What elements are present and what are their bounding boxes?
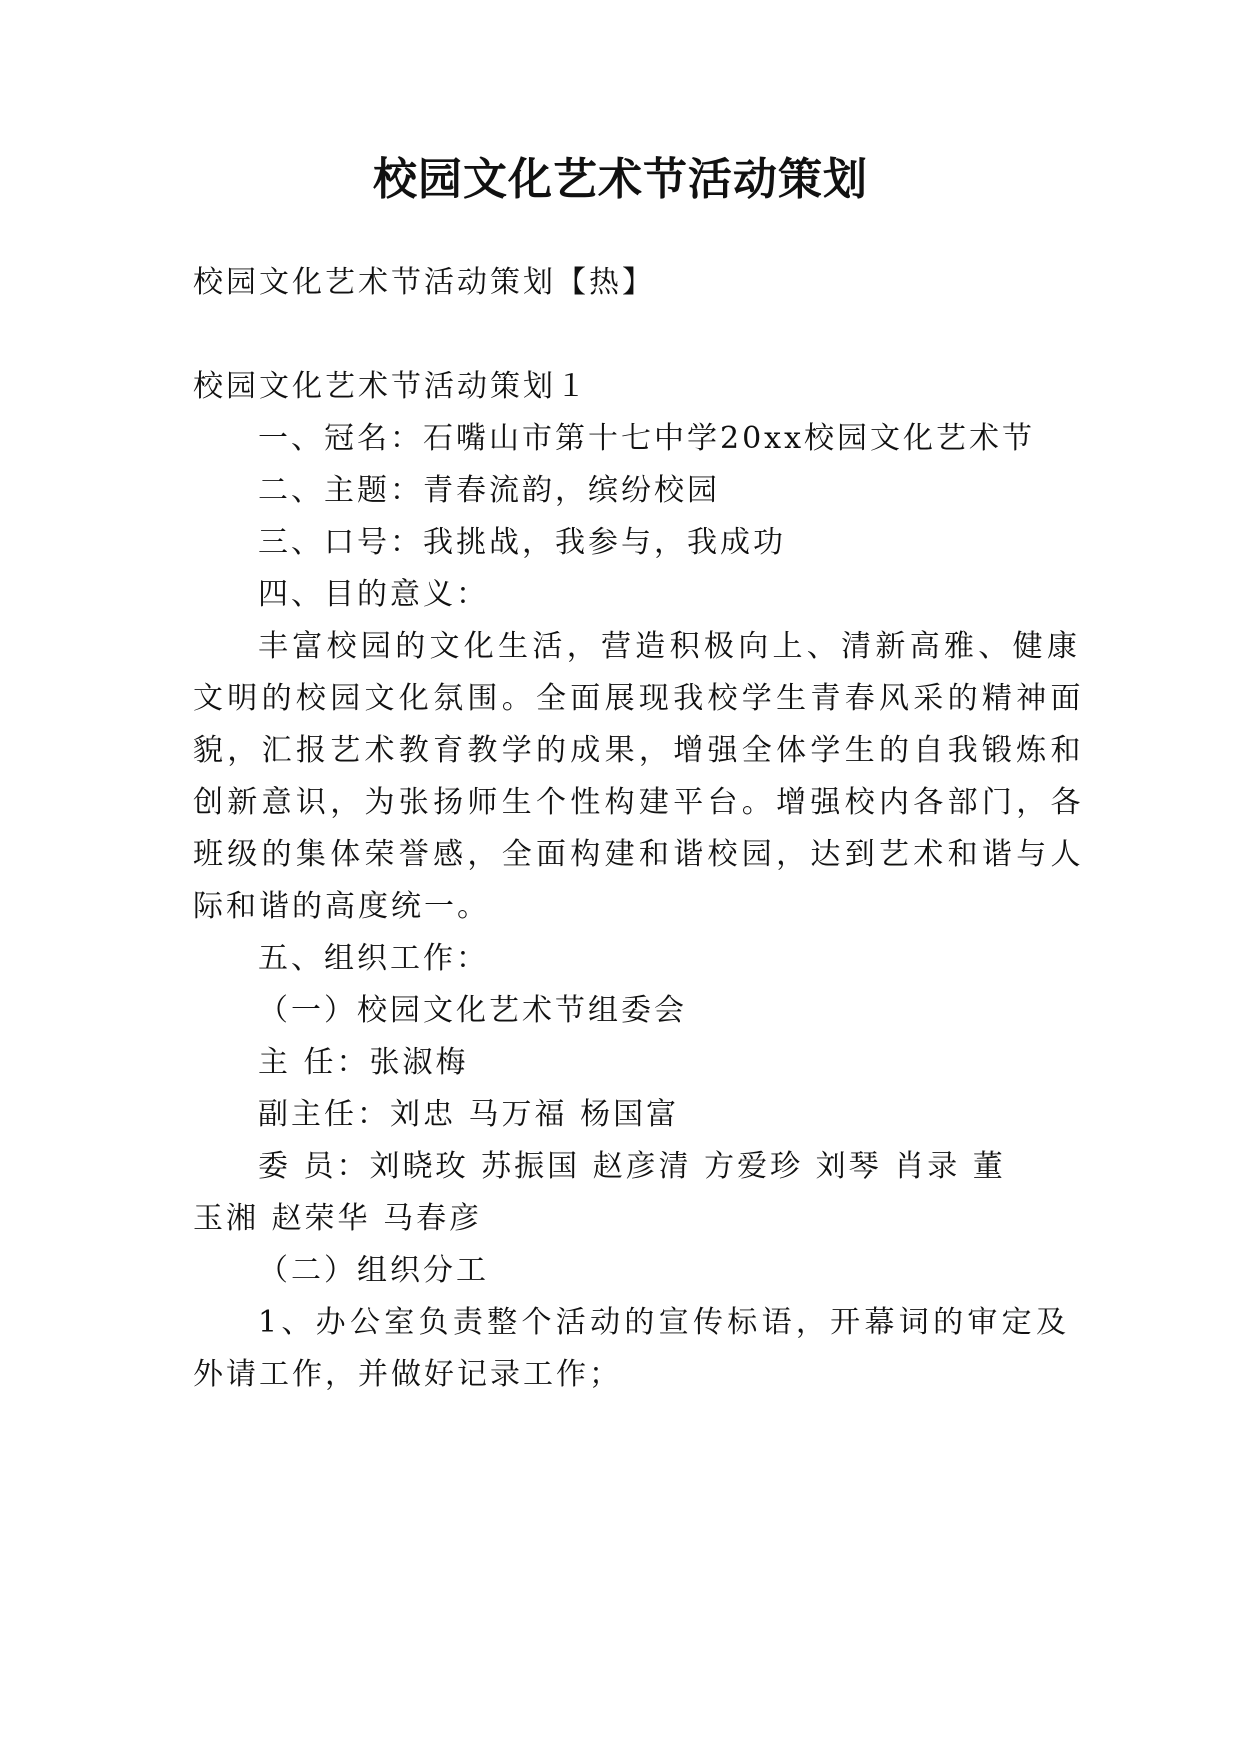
paragraph-line: 主 任：张淑梅	[258, 1045, 469, 1080]
paragraph-line: 外请工作，并做好记录工作；	[193, 1357, 622, 1392]
document-title: 校园文化艺术节活动策划	[373, 154, 868, 205]
paragraph-line: 二、主题：青春流韵，缤纷校园	[258, 473, 720, 508]
paragraph-line: 委 员：刘晓玫 苏振国 赵彦清 方爱珍 刘琴 肖录 董	[258, 1149, 1006, 1184]
paragraph-line: 文明的校园文化氛围。全面展现我校学生青春风采的精神面	[193, 681, 1085, 716]
paragraph-line: 丰富校园的文化生活，营造积极向上、清新高雅、健康	[258, 629, 1082, 664]
paragraph-line: （一）校园文化艺术节组委会	[258, 993, 687, 1028]
paragraph-line: 际和谐的高度统一。	[193, 889, 490, 924]
paragraph-line: 五、组织工作：	[258, 941, 489, 976]
paragraph-line: 三、口号：我挑战，我参与，我成功	[258, 525, 786, 560]
paragraph-line: 班级的集体荣誉感，全面构建和谐校园，达到艺术和谐与人	[193, 837, 1085, 872]
subtitle-line: 校园文化艺术节活动策划【热】	[193, 265, 655, 300]
paragraph-line: 貌，汇报艺术教育教学的成果，增强全体学生的自我锻炼和	[193, 733, 1085, 768]
paragraph-line: 四、目的意义：	[258, 577, 489, 612]
paragraph-line: 玉湘 赵荣华 马春彦	[193, 1201, 483, 1236]
paragraph-line: 1、办公室负责整个活动的宣传标语，开幕词的审定及	[258, 1305, 1071, 1340]
paragraph-line: 副主任：刘忠 马万福 杨国富	[258, 1097, 680, 1132]
paragraph-line: 一、冠名：石嘴山市第十七中学20xx校园文化艺术节	[258, 421, 1036, 456]
paragraph-line: （二）组织分工	[258, 1253, 489, 1288]
paragraph-line: 创新意识，为张扬师生个性构建平台。增强校内各部门，各	[193, 785, 1085, 820]
section-heading: 校园文化艺术节活动策划１	[193, 369, 589, 404]
